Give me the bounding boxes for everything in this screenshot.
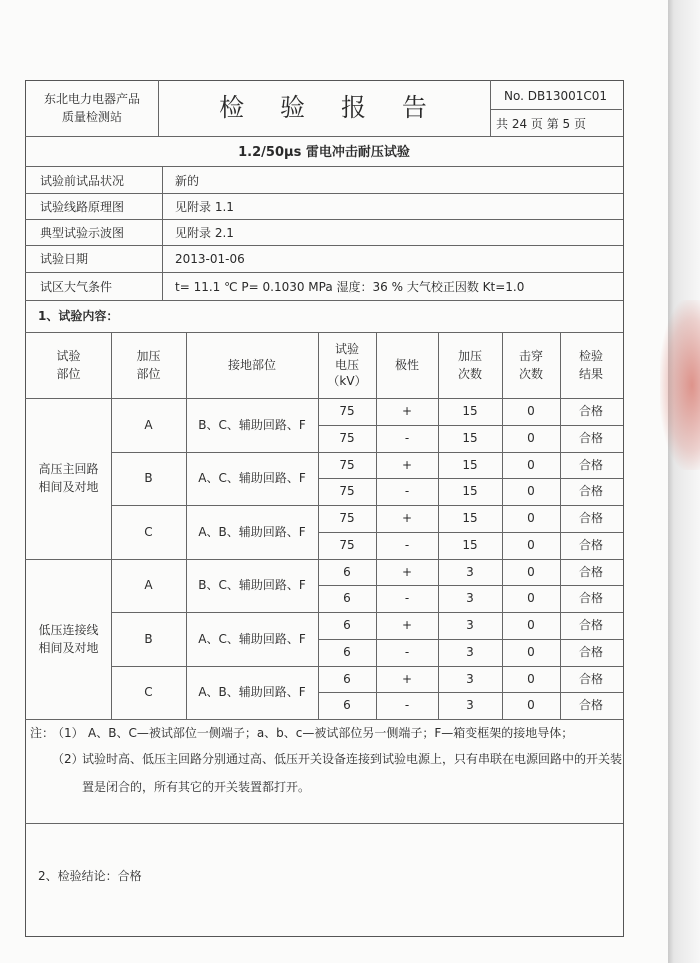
- table-column-line: [502, 332, 503, 719]
- test-part-line1: 高压主回路: [38, 462, 99, 477]
- cell-times: 3: [466, 698, 474, 713]
- ground-part: A、B、辅助回路、F: [198, 524, 306, 539]
- cell-result: 合格: [578, 618, 603, 632]
- cell-result: 合格: [578, 457, 603, 472]
- table-row-line: [318, 478, 623, 479]
- info-label-atmosphere: 试区大气条件: [40, 280, 113, 294]
- cell-voltage: 6: [343, 644, 351, 659]
- cell-result: 合格: [578, 644, 603, 659]
- cell-result: 合格: [578, 511, 603, 525]
- cell-flash: 0: [527, 618, 535, 632]
- report-title: 检 验 报 告: [219, 93, 441, 122]
- note-2-line2: 置是闭合的，所有其它的开关装置都打开。: [82, 780, 311, 794]
- cell-polarity: +: [401, 564, 413, 579]
- cell-polarity: +: [401, 511, 413, 525]
- cell-flash: 0: [527, 430, 535, 445]
- cell-times: 15: [462, 404, 478, 418]
- cell-result: 合格: [578, 404, 603, 418]
- header-right-divider: [490, 109, 622, 110]
- col-part-line2: 部位: [56, 367, 81, 381]
- cell-flash: 0: [527, 511, 535, 525]
- table-row-line: [111, 612, 623, 613]
- notes-top-line: [25, 719, 623, 720]
- cell-voltage: 6: [343, 671, 351, 686]
- org-name-line1: 东北电力电器产品: [43, 92, 140, 106]
- page-count: 共 24 页 第 5 页: [496, 117, 586, 131]
- table-row-line: [318, 585, 623, 586]
- pressure-position: B: [144, 471, 153, 486]
- col-polarity: 极性: [394, 358, 419, 372]
- info-line: [25, 193, 623, 194]
- table-row-line: [318, 692, 623, 693]
- pressure-position: B: [144, 631, 153, 646]
- cell-flash: 0: [527, 537, 535, 552]
- note-1-number: （1）: [52, 726, 84, 740]
- note-2-line1: 试验时高、低压主回路分别通过高、低压开关设备连接到试验电源上，只有串联在电源回路中的开关装: [82, 752, 623, 766]
- table-row-line: [318, 639, 623, 640]
- table-top-line: [25, 332, 623, 333]
- cell-voltage: 6: [343, 618, 351, 632]
- table-row-line: [111, 666, 623, 667]
- cell-result: 合格: [578, 430, 603, 445]
- cell-voltage: 75: [339, 457, 355, 472]
- table-row-line: [25, 559, 623, 560]
- col-flash-line1: 击穿: [518, 349, 543, 363]
- cell-polarity: -: [404, 591, 410, 606]
- cell-voltage: 6: [343, 564, 351, 579]
- report-number: No. DB13001C01: [504, 89, 608, 103]
- header-divider-left: [158, 80, 159, 136]
- col-times-line2: 次数: [457, 367, 482, 381]
- col-result-line2: 结果: [578, 367, 603, 381]
- ground-part: A、B、辅助回路、F: [198, 685, 306, 700]
- cell-times: 3: [466, 591, 474, 606]
- note-2-number: （2）: [52, 752, 84, 766]
- info-line: [25, 272, 623, 273]
- cell-polarity: -: [404, 430, 410, 445]
- notes-prefix: 注：: [30, 726, 55, 740]
- table-column-line: [438, 332, 439, 719]
- info-label-oscillogram: 典型试验示波图: [40, 226, 125, 240]
- table-column-line: [376, 332, 377, 719]
- cell-voltage: 6: [343, 591, 351, 606]
- cell-voltage: 75: [339, 430, 355, 445]
- cell-polarity: +: [401, 457, 413, 472]
- test-part-line1: 低压连接线: [38, 622, 99, 637]
- cell-times: 15: [462, 511, 478, 525]
- table-row-line: [111, 452, 623, 453]
- header-bottom-line: [25, 136, 623, 137]
- conclusion: 2、检验结论：合格: [38, 869, 142, 883]
- cell-result: 合格: [578, 484, 603, 499]
- ground-part: B、C、辅助回路、F: [198, 417, 306, 432]
- table-row-line: [318, 532, 623, 533]
- test-part-line2: 相间及对地: [38, 480, 99, 495]
- col-flash-line2: 次数: [518, 367, 543, 381]
- table-header-line: [25, 398, 623, 399]
- red-seal-stamp: [660, 300, 700, 470]
- ground-part: A、C、辅助回路、F: [198, 471, 306, 486]
- info-value-atmosphere: t= 11.1 ℃ P= 0.1030 MPa 湿度：36 % 大气校正因数 Kt=1.0: [175, 280, 525, 294]
- cell-voltage: 75: [339, 484, 355, 499]
- cell-flash: 0: [527, 484, 535, 499]
- info-value-condition: 新的: [175, 174, 200, 188]
- col-voltage-line3: （kV）: [327, 374, 367, 388]
- info-label-circuit: 试验线路原理图: [40, 200, 125, 214]
- conclusion-top-line: [25, 823, 623, 824]
- col-times-line1: 加压: [457, 349, 482, 363]
- cell-voltage: 75: [339, 404, 355, 418]
- pressure-position: C: [144, 685, 153, 700]
- col-voltage-line2: 电压: [334, 358, 359, 372]
- cell-times: 15: [462, 457, 478, 472]
- cell-flash: 0: [527, 564, 535, 579]
- col-ground: 接地部位: [227, 358, 276, 372]
- cell-flash: 0: [527, 698, 535, 713]
- cell-polarity: +: [401, 618, 413, 632]
- table-row-line: [111, 505, 623, 506]
- cell-polarity: +: [401, 404, 413, 418]
- info-line: [25, 245, 623, 246]
- cell-flash: 0: [527, 671, 535, 686]
- col-result-line1: 检验: [578, 349, 603, 363]
- info-label-date: 试验日期: [40, 252, 89, 266]
- pressure-position: A: [144, 578, 153, 593]
- info-line: [25, 300, 623, 301]
- cell-result: 合格: [578, 698, 603, 713]
- cell-voltage: 75: [339, 537, 355, 552]
- org-name-line2: 质量检测站: [61, 110, 122, 124]
- test-part-line2: 相间及对地: [38, 640, 99, 655]
- cell-times: 3: [466, 671, 474, 686]
- cell-voltage: 75: [339, 511, 355, 525]
- cell-times: 15: [462, 430, 478, 445]
- ground-part: B、C、辅助回路、F: [198, 578, 306, 593]
- cell-voltage: 6: [343, 698, 351, 713]
- table-column-line: [560, 332, 561, 719]
- cell-times: 15: [462, 484, 478, 499]
- info-value-circuit: 见附录 1.1: [175, 200, 234, 214]
- binding-spine: [668, 0, 700, 963]
- info-line: [25, 219, 623, 220]
- info-value-date: 2013-01-06: [175, 252, 245, 266]
- cell-times: 15: [462, 537, 478, 552]
- info-value-oscillogram: 见附录 2.1: [175, 226, 234, 240]
- ground-part: A、C、辅助回路、F: [198, 631, 306, 646]
- test-title: 1.2/50μs 雷电冲击耐压试验: [238, 145, 410, 160]
- cell-polarity: +: [401, 671, 413, 686]
- cell-result: 合格: [578, 564, 603, 579]
- cell-times: 3: [466, 564, 474, 579]
- pressure-position: C: [144, 524, 153, 539]
- cell-flash: 0: [527, 457, 535, 472]
- pressure-position: A: [144, 417, 153, 432]
- cell-polarity: -: [404, 644, 410, 659]
- info-divider: [162, 166, 163, 300]
- col-part-line1: 试验: [56, 349, 81, 363]
- info-label-condition: 试验前试品状况: [40, 174, 125, 188]
- title-bottom-line: [25, 166, 623, 167]
- cell-flash: 0: [527, 404, 535, 418]
- col-voltage-line1: 试验: [334, 342, 359, 356]
- table-row-line: [318, 425, 623, 426]
- cell-times: 3: [466, 618, 474, 632]
- section-test-content: 1、试验内容：: [38, 309, 119, 323]
- cell-result: 合格: [578, 671, 603, 686]
- cell-flash: 0: [527, 644, 535, 659]
- cell-result: 合格: [578, 537, 603, 552]
- col-pos-line1: 加压: [136, 349, 161, 363]
- table-column-line: [318, 332, 319, 719]
- cell-flash: 0: [527, 591, 535, 606]
- cell-times: 3: [466, 644, 474, 659]
- cell-result: 合格: [578, 591, 603, 606]
- cell-polarity: -: [404, 484, 410, 499]
- note-1-text: A、B、C—被试部位一侧端子；a、b、c—被试部位另一侧端子；F—箱变框架的接地导体；: [88, 726, 574, 740]
- cell-polarity: -: [404, 698, 410, 713]
- col-pos-line2: 部位: [136, 367, 161, 381]
- cell-polarity: -: [404, 537, 410, 552]
